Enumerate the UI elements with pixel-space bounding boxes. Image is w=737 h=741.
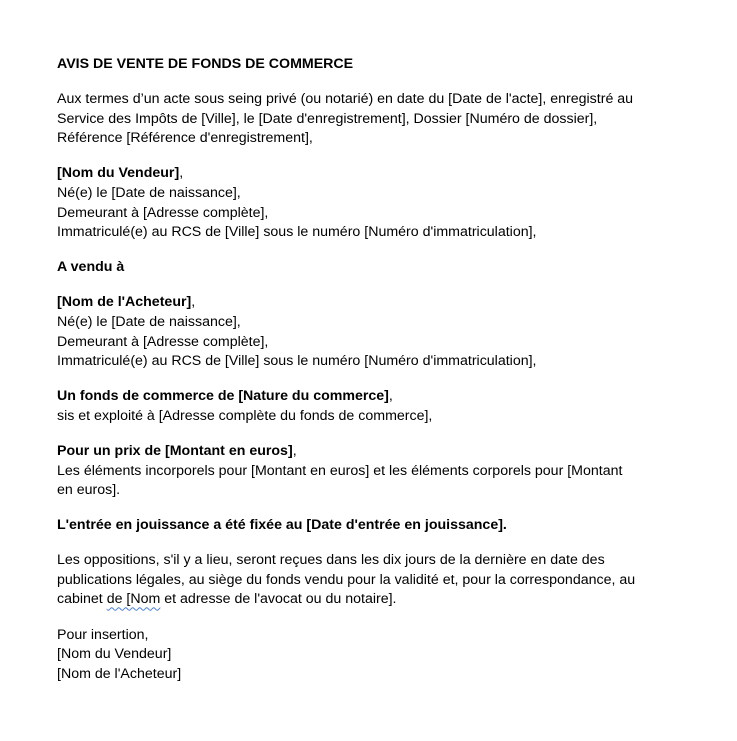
price-block: [57, 442, 667, 501]
intro-paragraph: [57, 90, 667, 149]
oppositions-last-prefix: cabinet: [57, 591, 107, 608]
oppositions-paragraph: [57, 551, 667, 610]
price-heading: Pour un prix de [Montant en euros]: [57, 442, 293, 459]
business-heading-suffix: ,: [388, 388, 393, 405]
closing-label: Pour insertion,: [57, 626, 149, 643]
seller-name: [Nom du Vendeur]: [57, 165, 180, 182]
business-heading: Un fonds de commerce de [Nature du commerce]: [57, 388, 389, 405]
business-location: sis et exploité à [Adresse complète du fonds de commerce],: [57, 407, 433, 424]
price-detail-line: en euros].: [57, 482, 121, 499]
sold-to-heading: [57, 258, 667, 278]
business-block: [57, 387, 667, 426]
oppositions-last-line: [57, 590, 667, 610]
oppositions-line: Les oppositions, s'il y a lieu, seront reçues dans les dix jours de la dernière en date des: [57, 552, 605, 569]
buyer-name: [Nom de l'Acheteur]: [57, 294, 192, 311]
business-heading-line: [57, 387, 667, 407]
intro-line: Aux termes d’un acte sous seing privé (ou notarié) en date du [Date de l'acte], enregistré au: [57, 91, 634, 108]
closing-buyer: [Nom de l'Acheteur]: [57, 665, 182, 682]
buyer-block: [57, 293, 667, 371]
oppositions-last-suffix: et adresse de l'avocat ou du notaire].: [160, 591, 397, 608]
seller-rcs: Immatriculé(e) au RCS de [Ville] sous le numéro [Numéro d'immatriculation],: [57, 224, 537, 241]
intro-line: Service des Impôts de [Ville], le [Date d'enregistrement], Dossier [Numéro de dossier],: [57, 110, 598, 127]
seller-address: Demeurant à [Adresse complète],: [57, 204, 269, 221]
spellcheck-flagged-text[interactable]: de [Nom: [106, 591, 161, 608]
seller-name-suffix: ,: [179, 165, 184, 182]
possession-paragraph: [57, 516, 667, 536]
seller-birth: Né(e) le [Date de naissance],: [57, 184, 241, 201]
seller-block: [57, 164, 667, 242]
price-heading-line: [57, 442, 667, 462]
buyer-name-suffix: ,: [191, 294, 196, 311]
closing-seller: [Nom du Vendeur]: [57, 646, 172, 663]
buyer-rcs: Immatriculé(e) au RCS de [Ville] sous le numéro [Numéro d'immatriculation],: [57, 353, 537, 370]
sold-to-text: A vendu à: [57, 259, 125, 276]
oppositions-line: publications légales, au siège du fonds vendu pour la validité et, pour la correspondance, au: [57, 571, 636, 588]
buyer-birth: Né(e) le [Date de naissance],: [57, 313, 241, 330]
closing-block: [57, 626, 667, 685]
intro-line: Référence [Référence d'enregistrement],: [57, 130, 313, 147]
seller-name-line: [57, 164, 667, 184]
price-heading-suffix: ,: [292, 442, 297, 459]
document-title: AVIS DE VENTE DE FONDS DE COMMERCE: [57, 56, 354, 72]
possession-text: L'entrée en jouissance a été fixée au [Date d'entrée en jouissance].: [57, 517, 507, 534]
price-detail-line: Les éléments incorporels pour [Montant en euros] et les éléments corporels pour [Montant: [57, 462, 623, 479]
buyer-address: Demeurant à [Adresse complète],: [57, 333, 269, 350]
buyer-name-line: [57, 293, 667, 313]
